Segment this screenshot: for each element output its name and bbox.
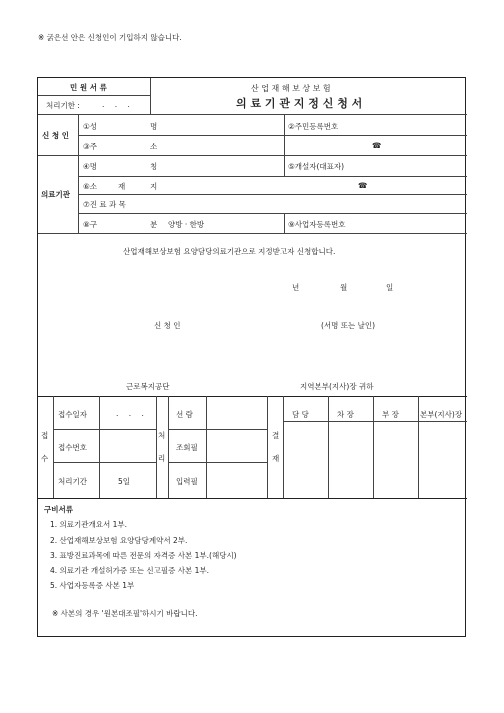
form-title: 의 료 기 관 지 정 신 청 서 (236, 97, 363, 110)
processing-period-value: 5일 (118, 477, 131, 486)
month-label: 월 (340, 283, 348, 292)
divider (168, 462, 267, 463)
review-label: 선 람 (176, 410, 193, 419)
divider (53, 429, 156, 430)
processing-section-label: 처 (158, 431, 166, 440)
doc-item: 2. 산업재해보상보험 요양담당계약서 2부. (50, 536, 188, 545)
inst-name-label-suffix: 칭 (150, 162, 158, 171)
approval-section-label: 재 (272, 454, 280, 463)
doc-item: 5. 사업자등록증 사본 1부 (50, 581, 135, 590)
application-form (37, 77, 466, 637)
divider (150, 78, 151, 114)
address-label-suffix: 소 (150, 142, 158, 151)
organization-name: 근로복지공단 (126, 382, 170, 391)
doc-item: 1. 의료기관개요서 1부. (50, 520, 128, 529)
type-label-suffix: 분 (150, 220, 158, 229)
divider (38, 155, 467, 156)
approver-staff: 담 당 (292, 410, 309, 419)
divider (283, 396, 284, 498)
signature-note: (서명 또는 날인) (321, 321, 376, 330)
divider (168, 396, 169, 498)
institution-section-label: 의료기관 (41, 190, 70, 199)
required-docs-title: 구비서류 (44, 505, 73, 514)
divider (53, 462, 156, 463)
civil-document-label: 민 원 서 류 (70, 83, 107, 92)
phone-icon: ☎ (372, 141, 382, 150)
divider (78, 194, 467, 195)
section-border (38, 498, 467, 499)
deadline-label: 처리기한 : (46, 101, 80, 110)
divider (418, 396, 419, 498)
divider (99, 396, 100, 498)
addressee: 지역본부(지사)장 귀하 (300, 382, 374, 391)
doc-item: 3. 표방진료과목에 따른 전문의 자격증 사본 1부.(해당시) (50, 551, 237, 560)
location-label: ⑥소 (83, 182, 97, 191)
input-label: 입력필 (176, 477, 198, 486)
day-label: 일 (386, 283, 394, 292)
divider (78, 176, 467, 177)
receipt-section-label: 수 (41, 454, 49, 463)
divider (206, 396, 207, 498)
divider (284, 213, 285, 233)
name-label-suffix: 명 (150, 122, 158, 131)
applicant-sign-label: 신 청 인 (154, 321, 181, 330)
receipt-date-value: . . . (116, 409, 148, 418)
divider (78, 213, 467, 214)
deadline-value: . . . (102, 100, 134, 109)
divider (373, 396, 374, 498)
notice-text: ※ 굵은선 안은 신청인이 기입하지 않습니다. (38, 33, 182, 42)
receipt-date-label: 접수일자 (58, 410, 87, 419)
divider (38, 95, 150, 96)
rrn-label: ②주민등록번호 (288, 122, 339, 131)
applicant-section-label: 신 청 인 (42, 131, 69, 140)
location-label-suffix: 지 (150, 182, 158, 191)
receipt-section-label: 접 (41, 431, 49, 440)
processing-section-label: 리 (158, 454, 166, 463)
type-value: 양방 · 한방 (168, 220, 205, 229)
lookup-label: 조회필 (176, 443, 198, 452)
name-label: ①성 (83, 122, 97, 131)
approver-deputy: 차 장 (337, 410, 354, 419)
inst-name-label: ④명 (83, 162, 97, 171)
divider (38, 114, 467, 115)
approver-head: 본부(지사)장 (420, 410, 463, 419)
address-label: ③주 (83, 142, 97, 151)
location-label-mid: 재 (118, 182, 126, 191)
founder-label: ⑤개설자(대표자) (288, 162, 345, 171)
doc-item: 4. 의료기관 개설허가증 또는 신고필증 사본 1부. (50, 566, 210, 575)
business-number-label: ⑨사업자등록번호 (288, 220, 346, 229)
divider (156, 396, 157, 498)
divider (38, 233, 467, 234)
phone-icon: ☎ (358, 181, 368, 190)
divider (168, 429, 267, 430)
request-text: 산업재해보상보험 요양담당의료기관으로 지정받고자 신청합니다. (123, 247, 336, 256)
divider (78, 135, 467, 136)
approver-manager: 부 장 (382, 410, 399, 419)
department-label: ⑦진 료 과 목 (83, 200, 126, 209)
divider (78, 114, 79, 233)
divider (53, 396, 54, 498)
year-label: 년 (292, 283, 300, 292)
processing-period-label: 처리기간 (58, 477, 87, 486)
receipt-number-label: 접수번호 (58, 443, 87, 452)
approval-section-label: 결 (272, 431, 280, 440)
copy-footnote: ※ 사본의 경우 '원본대조필'하시기 바랍니다. (52, 609, 198, 618)
divider (283, 421, 467, 422)
type-label: ⑧구 (83, 220, 97, 229)
section-border (38, 396, 467, 397)
divider (284, 155, 285, 176)
divider (328, 396, 329, 498)
divider (267, 396, 268, 498)
form-subtitle: 산 업 재 해 보 상 보 험 (251, 84, 331, 93)
